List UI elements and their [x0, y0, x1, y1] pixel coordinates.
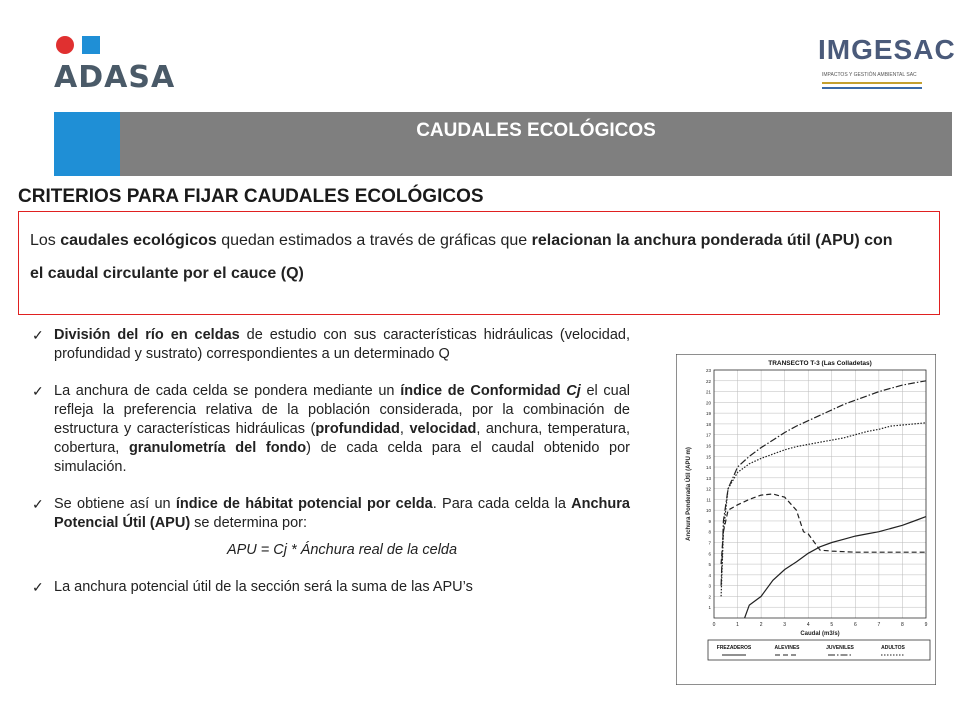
- bullet-item: [32, 578, 630, 597]
- x-tick-label: 6: [853, 622, 857, 628]
- legend-label: ADULTOS: [881, 645, 905, 651]
- x-tick-label: 9: [924, 622, 928, 628]
- red-dot-icon: [56, 36, 74, 54]
- apu-formula: APU = Cj * Ánchura real de la celda: [226, 542, 458, 558]
- x-tick-label: 0: [712, 622, 716, 628]
- y-tick-label: 5: [708, 562, 711, 568]
- legend-label: ALEVINES: [774, 645, 800, 651]
- y-tick-label: 16: [705, 443, 711, 449]
- bullet-text: La anchura potencial útil de la sección será la suma de las APU’s: [54, 579, 473, 595]
- bullet-bold: profundidad: [315, 421, 400, 437]
- x-tick-label: 7: [877, 622, 881, 628]
- x-axis-label: Caudal (m3/s): [800, 631, 840, 637]
- y-tick-label: 20: [705, 400, 711, 406]
- x-tick-label: 5: [830, 622, 834, 628]
- intro-bold-part: caudales ecológicos: [60, 232, 217, 249]
- bullet-list: [32, 326, 630, 597]
- y-tick-label: 23: [705, 368, 711, 373]
- x-tick-label: 4: [806, 622, 810, 628]
- bullet-text: de estudio con sus características hidráulicas (velocidad, profundidad y sustrato) correspondientes a un determinado Q: [54, 327, 631, 362]
- bullet-text: ,: [399, 421, 410, 437]
- section-title: CRITERIOS PARA FIJAR CAUDALES ECOLÓGICOS: [18, 186, 484, 207]
- bullet-item: [32, 382, 630, 477]
- bullet-bold: velocidad: [409, 421, 477, 437]
- apu-chart-svg: [676, 354, 936, 685]
- bullet-text: ) de cada celda para el caudal obtenido por simulación.: [54, 440, 630, 475]
- y-tick-label: 22: [705, 378, 711, 384]
- y-tick-label: 2: [708, 594, 711, 600]
- x-tick-label: 1: [736, 622, 739, 628]
- check-icon: ✓: [32, 327, 44, 343]
- x-tick-label: 8: [901, 622, 904, 628]
- bullet-bold: índice de hábitat potencial por celda: [175, 496, 433, 512]
- check-icon: ✓: [32, 383, 44, 399]
- y-tick-label: 11: [706, 497, 711, 503]
- y-tick-label: 13: [705, 475, 711, 481]
- imgesac-logo-subtitle: IMPACTOS Y GESTIÓN AMBIENTAL SAC: [822, 72, 917, 78]
- blue-square-icon: [82, 36, 100, 54]
- bullet-text: el cual refleja la preferencia relativa de la población considerada, por la combinación de estructura y características hidráulicas (: [54, 383, 631, 437]
- bullet-bold: División del río en celdas: [54, 327, 240, 343]
- y-tick-label: 3: [708, 583, 711, 589]
- title-banner: [54, 112, 952, 176]
- y-tick-label: 19: [705, 411, 711, 417]
- imgesac-logo: [818, 30, 956, 100]
- intro-text-part: Los: [30, 232, 61, 249]
- bullet-text: Se obtiene así un: [54, 496, 176, 512]
- bullet-text: La anchura de cada celda se pondera mediante un: [54, 383, 401, 399]
- y-tick-label: 9: [708, 518, 711, 524]
- banner-title: CAUDALES ECOLÓGICOS: [416, 120, 656, 141]
- banner-accent: [54, 112, 120, 176]
- imgesac-gold-line: [822, 82, 922, 84]
- y-tick-label: 7: [708, 540, 711, 546]
- x-tick-label: 2: [759, 622, 763, 628]
- check-icon: ✓: [32, 496, 44, 512]
- bullet-bold: granulometría del fondo: [128, 440, 307, 456]
- bullet-bold: Anchura Potencial Útil (APU): [54, 496, 630, 531]
- y-tick-label: 12: [705, 486, 711, 492]
- y-tick-label: 4: [708, 572, 711, 578]
- y-tick-label: 17: [705, 432, 711, 438]
- y-tick-label: 8: [708, 529, 711, 535]
- chart-title: TRANSECTO T-3 (Las Colladetas): [768, 360, 872, 367]
- y-tick-label: 10: [705, 508, 711, 514]
- x-tick-label: 3: [783, 622, 787, 628]
- bullet-text: se determina por:: [190, 515, 308, 531]
- y-tick-label: 18: [705, 421, 711, 427]
- bullet-bold-italic: Cj: [566, 383, 581, 399]
- legend-label: JUVENILES: [826, 645, 854, 651]
- bullet-item: [32, 326, 630, 364]
- imgesac-blue-line: [822, 87, 922, 89]
- legend-label: FREZADEROS: [716, 645, 752, 651]
- bullet-text: , anchura, temperatura, cobertura,: [54, 421, 630, 456]
- bullet-bold: índice de Conformidad: [400, 383, 567, 399]
- imgesac-logo-text: IMGESAC: [818, 34, 956, 65]
- adasa-logo: [52, 30, 182, 100]
- y-tick-label: 21: [705, 389, 711, 395]
- y-tick-label: 1: [708, 605, 711, 611]
- y-axis-label: Anchura Ponderada Útil (APU m): [686, 447, 692, 541]
- intro-bold-part: relacionan la anchura ponderada útil (APU) con el caudal circulante por el cauce (Q): [30, 232, 893, 282]
- intro-text: [30, 224, 910, 290]
- apu-chart: [676, 354, 936, 685]
- check-icon: ✓: [32, 579, 44, 595]
- adasa-logo-text: ADASA: [54, 60, 176, 95]
- intro-text-part: quedan estimados a través de gráficas que: [216, 232, 532, 249]
- bullet-text: . Para cada celda la: [432, 496, 572, 512]
- bullet-item: [32, 495, 630, 533]
- y-tick-label: 14: [705, 465, 711, 471]
- y-tick-label: 6: [708, 551, 711, 557]
- y-tick-label: 15: [705, 454, 711, 460]
